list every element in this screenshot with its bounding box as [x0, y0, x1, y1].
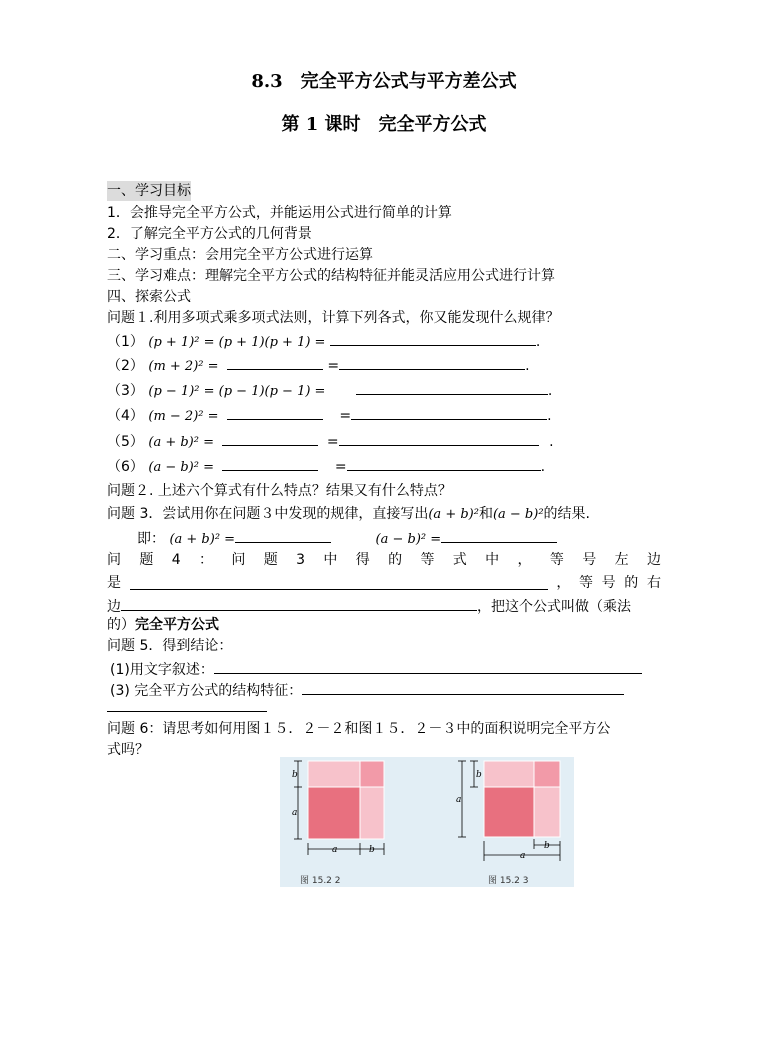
answer-blank[interactable]: [130, 573, 548, 590]
question-6-line-2: 式吗？: [107, 742, 149, 758]
question-3-suffix: 的结果.: [543, 506, 590, 522]
equals-sign: =: [326, 434, 339, 450]
exercise-row: [107, 355, 530, 377]
q4-char: 问: [231, 552, 246, 568]
period: .: [549, 434, 554, 450]
exercise-expression: (a + b)² =: [148, 435, 214, 450]
q4-char: 右: [646, 575, 661, 591]
q4-char: 得: [355, 552, 370, 568]
question-3: [107, 504, 590, 525]
answer-blank[interactable]: [356, 380, 548, 395]
q4-char: 等: [549, 552, 564, 568]
label-b: b: [369, 845, 375, 855]
q5-label: (1)用文字叙述：: [110, 662, 214, 678]
q4-char: 题: [139, 552, 154, 568]
answer-blank[interactable]: [347, 456, 541, 471]
question-4-line-3: [107, 594, 631, 617]
answer-blank[interactable]: [351, 405, 547, 420]
formula-name: 完全平方公式: [135, 617, 219, 633]
answer-blank[interactable]: [441, 528, 557, 543]
q4-text: ，把这个公式叫做（乘法: [477, 599, 631, 615]
q5-label: (3) 完全平方公式的结构特征：: [110, 683, 303, 699]
label-a: a: [520, 851, 526, 861]
exercise-row: [107, 456, 545, 478]
q4-char: 是: [107, 575, 121, 591]
section-key-points: 二、学习重点：会用完全平方公式进行运算: [107, 247, 373, 263]
section-goals-heading: 一、学习目标: [107, 183, 191, 199]
exercise-number: （6）: [107, 459, 144, 475]
answer-blank[interactable]: [107, 711, 267, 712]
question-3-answers: [137, 528, 557, 550]
q4-char: 号: [601, 575, 616, 591]
exercise-expression: (p − 1)² = (p − 1)(p − 1) =: [148, 384, 326, 399]
period: .: [547, 383, 553, 399]
goal-1: 1．会推导完全平方公式，并能运用公式进行简单的计算: [107, 205, 452, 221]
exercise-expression: (m + 2)² =: [148, 359, 219, 374]
square-a: [308, 787, 360, 839]
square-diagrams: [280, 757, 574, 887]
q4-char: 等: [578, 575, 593, 591]
answer-blank[interactable]: [222, 456, 318, 471]
figure-15-2-3: [456, 761, 560, 886]
rect-ab-top: [484, 761, 534, 787]
q4-char: 式: [452, 552, 467, 568]
label-b: b: [292, 770, 298, 780]
section-explore: 四、探索公式: [107, 289, 191, 305]
answer-blank[interactable]: [302, 678, 624, 695]
q4-text: 边: [107, 599, 121, 615]
equals-sign: =: [339, 408, 352, 424]
figure-15-2-2: [292, 761, 384, 886]
q4-char: 的: [388, 552, 403, 568]
rect-ab-right: [534, 787, 560, 837]
q4-char: ，: [556, 575, 571, 591]
answer-expr-2: (a − b)² =: [375, 532, 442, 547]
ji-label: 即：: [137, 531, 165, 547]
answer-blank[interactable]: [330, 331, 536, 346]
q4-char: 题: [263, 552, 278, 568]
q4-char: 等: [420, 552, 435, 568]
q4-char: 的: [624, 575, 639, 591]
exercise-row: [107, 405, 552, 427]
square-b: [360, 761, 384, 787]
page-title: 8.3 完全平方公式与平方差公式: [251, 71, 517, 92]
answer-blank[interactable]: [235, 528, 331, 543]
q4-char: 边: [646, 552, 661, 568]
period: .: [540, 459, 546, 475]
figure-caption: 图 15.2 2: [300, 876, 341, 886]
exercise-number: （1）: [107, 334, 144, 350]
exercise-expression: (m − 2)² =: [148, 409, 219, 424]
q4-text: 的）: [107, 617, 135, 633]
question-6-line-1: 问题 6：请思考如何用图１５．２－２和图１５．２－３中的面积说明完全平方公: [107, 721, 611, 737]
q4-char: ：: [199, 552, 213, 568]
exercise-number: （5）: [107, 434, 144, 450]
equals-sign: =: [334, 459, 347, 475]
period: .: [547, 408, 552, 424]
answer-blank[interactable]: [121, 594, 477, 611]
rect-ab-right: [360, 787, 384, 839]
answer-blank[interactable]: [214, 657, 642, 674]
exercise-expression: (a − b)² =: [148, 460, 214, 475]
period: .: [525, 358, 530, 374]
period: .: [535, 334, 541, 350]
label-b: b: [476, 770, 482, 780]
question-5: 问题 5．得到结论：: [107, 638, 233, 654]
question-5-part-3: [110, 678, 624, 701]
q4-char: 号: [582, 552, 597, 568]
q4-char: 问: [107, 552, 121, 568]
label-a: a: [332, 845, 338, 855]
question-5-part-1: [110, 657, 642, 680]
question-3-text: 问题 3．尝试用你在问题３中发现的规律，直接写出: [107, 506, 429, 522]
question-3-connector: 和: [478, 506, 493, 522]
question-3-expr-1: (a + b)²: [428, 507, 479, 522]
question-4-line-4: [107, 615, 219, 635]
answer-blank[interactable]: [227, 405, 323, 420]
exercise-number: （4）: [107, 408, 144, 424]
question-2: 问题２. 上述六个算式有什么特点？结果又有什么特点？: [107, 483, 452, 499]
exercise-number: （2）: [107, 358, 144, 374]
question-4-line-2: [107, 573, 661, 593]
square-b: [534, 761, 560, 787]
label-a: a: [456, 795, 462, 805]
exercise-number: （3）: [107, 383, 144, 399]
goal-2: 2．了解完全平方公式的几何背景: [107, 226, 312, 242]
q4-char: 4: [171, 552, 181, 568]
square-a-minus-b: [484, 787, 534, 837]
equals-sign: =: [327, 358, 340, 374]
q4-char: ，: [517, 552, 532, 568]
answer-expr-1: (a + b)² =: [169, 532, 236, 547]
answer-blank[interactable]: [227, 355, 323, 370]
exercise-row: [107, 431, 554, 453]
exercise-row: [107, 380, 552, 402]
q4-char: 中: [485, 552, 500, 568]
exercise-expression: (p + 1)² = (p + 1)(p + 1) =: [148, 335, 326, 350]
question-4-line-1: [107, 550, 661, 570]
q4-char: 中: [323, 552, 338, 568]
rect-ab-top: [308, 761, 360, 787]
answer-blank[interactable]: [339, 355, 525, 370]
exercise-row: [107, 331, 540, 353]
label-a: a: [292, 808, 298, 818]
section-difficulties: 三、学习难点：理解完全平方公式的结构特征并能灵活应用公式进行计算: [107, 268, 555, 284]
question-3-expr-2: (a − b)²: [492, 507, 544, 522]
question-1: 问题１.利用多项式乘多项式法则，计算下列各式，你又能发现什么规律？: [107, 310, 560, 326]
label-b: b: [544, 841, 550, 851]
answer-blank[interactable]: [339, 431, 539, 446]
q4-char: 3: [296, 552, 305, 568]
page-subtitle: 第 1 课时 完全平方公式: [281, 114, 487, 135]
q4-char: 左: [614, 552, 629, 568]
answer-blank[interactable]: [222, 431, 318, 446]
figure-panel: [280, 757, 574, 887]
figure-caption: 图 15.2 3: [488, 876, 529, 886]
